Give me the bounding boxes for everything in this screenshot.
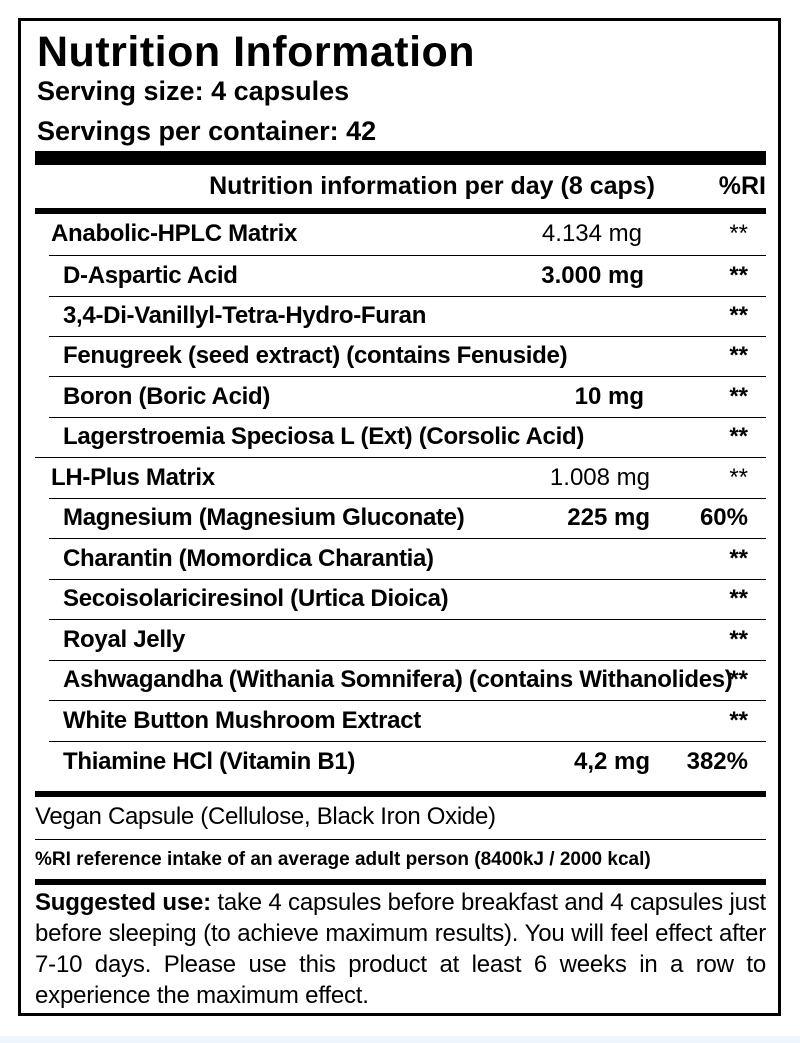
nutrient-ri: ** (729, 666, 748, 693)
table-row (35, 498, 766, 538)
table-row (35, 620, 766, 660)
table-row (35, 660, 766, 700)
table-row (35, 539, 766, 579)
table-row (35, 296, 766, 336)
nutrient-ri: 60% (699, 504, 748, 531)
table-row (35, 256, 766, 296)
nutrient-ri: ** (729, 585, 748, 612)
nutrient-ri: ** (729, 262, 748, 289)
nutrient-amount: 10 mg (574, 383, 644, 410)
nutrient-name: Magnesium (Magnesium Gluconate) (63, 504, 465, 531)
suggested-use (35, 887, 766, 1011)
nutrient-ri: ** (729, 423, 748, 450)
nutrient-name: Royal Jelly (63, 626, 186, 653)
nutrient-amount: 225 mg (567, 504, 650, 531)
serving-size: Serving size: 4 capsules (37, 76, 350, 106)
suggested-use-text: take 4 capsules before breakfast and 4 capsules just before sleeping (to achieve maximum results). You will feel effect after 7-10 days. Please use this product at least 6 weeks in a row to experience the maximum effect. (35, 889, 766, 1009)
table-row (35, 336, 766, 376)
usage-rule (35, 879, 766, 885)
table-row (35, 377, 766, 417)
bottom-edge-strip (0, 1036, 800, 1043)
other-ingredients: Vegan Capsule (Cellulose, Black Iron Oxide) (35, 803, 496, 830)
servings-per-container: Servings per container: 42 (37, 116, 377, 146)
table-row (35, 417, 766, 457)
nutrient-name: Fenugreek (seed extract) (contains Fenuside) (63, 342, 568, 369)
nutrient-name: D-Aspartic Acid (63, 262, 238, 289)
suggested-use-label: Suggested use: (35, 889, 211, 916)
nutrient-ri: 382% (686, 748, 748, 775)
nutrient-ri: ** (729, 342, 748, 369)
panel-title: Nutrition Information (37, 28, 476, 76)
nutrient-name: 3,4-Di-Vanillyl-Tetra-Hydro-Furan (63, 302, 427, 329)
nutrient-name: Secoisolariciresinol (Urtica Dioica) (63, 585, 449, 612)
nutrient-table (35, 214, 766, 791)
nutrition-panel (18, 18, 781, 1016)
nutrient-ri: ** (729, 302, 748, 329)
nutrient-name: LH-Plus Matrix (51, 464, 215, 491)
nutrient-ri: ** (729, 626, 748, 653)
table-row (35, 701, 766, 741)
nutrient-name: Lagerstroemia Speciosa L (Ext) (Corsolic Acid) (63, 423, 585, 450)
nutrient-name: Anabolic-HPLC Matrix (51, 220, 298, 247)
nutrient-amount: 3.000 mg (541, 262, 644, 289)
table-row (35, 579, 766, 619)
nutrient-ri: ** (729, 220, 748, 247)
table-row (35, 742, 766, 782)
nutrient-ri: ** (729, 464, 748, 491)
nutrient-name: Charantin (Momordica Charantia) (63, 545, 434, 572)
nutrient-name: Thiamine HCl (Vitamin B1) (63, 748, 356, 775)
nutrient-name: White Button Mushroom Extract (63, 707, 421, 734)
nutrient-amount: 4.134 mg (541, 220, 642, 247)
nutrient-name: Boron (Boric Acid) (63, 383, 271, 410)
nutrient-ri: ** (729, 383, 748, 410)
top-thick-rule (35, 151, 766, 165)
nutrient-name: Ashwagandha (Withania Somnifera) (contains Withanolides) (63, 666, 733, 693)
ri-reference-note: %RI reference intake of an average adult person (8400kJ / 2000 kcal) (35, 849, 651, 870)
nutrient-amount: 1.008 mg (549, 464, 650, 491)
nutrient-amount: 4,2 mg (573, 748, 650, 775)
table-row (35, 458, 766, 498)
nutrient-ri: ** (729, 707, 748, 734)
nutrient-ri: ** (729, 545, 748, 572)
header-ri: %RI (718, 172, 766, 200)
header-per-day: Nutrition information per day (8 caps) (209, 172, 655, 200)
table-header (35, 165, 766, 208)
table-row (35, 214, 766, 254)
